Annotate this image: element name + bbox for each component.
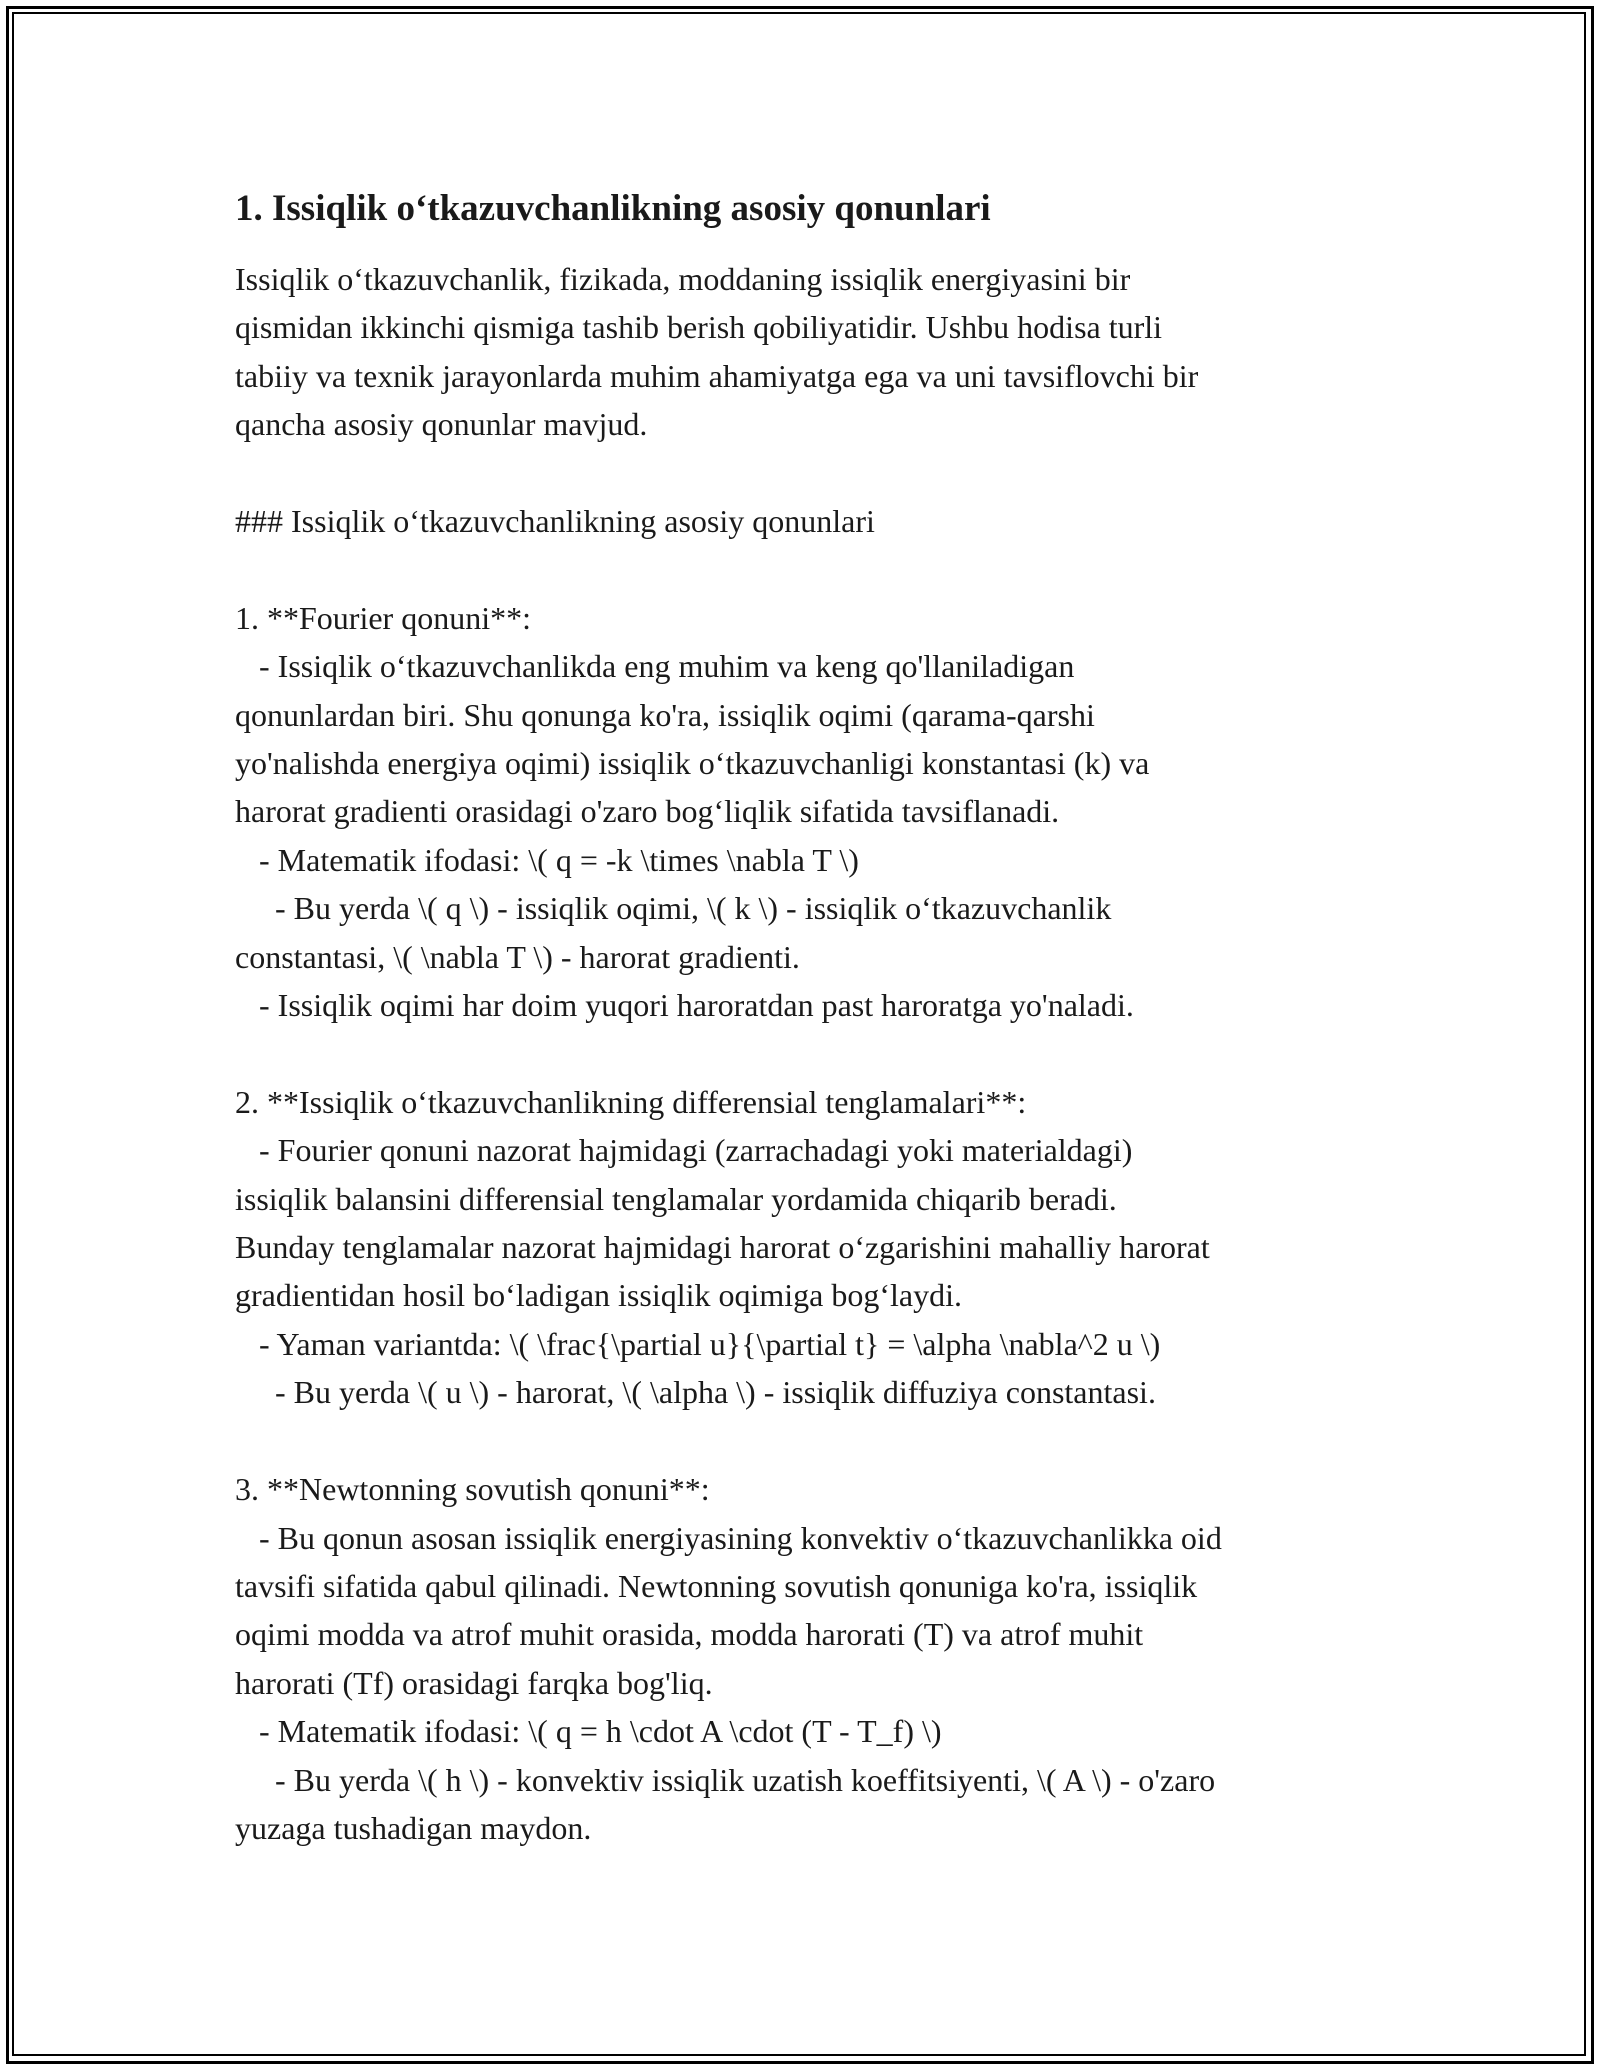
document-body xyxy=(235,255,1415,1852)
document-title: 1. Issiqlik o‘tkazuvchanlikning asosiy qonunlari xyxy=(235,188,991,229)
text-line: - Matematik ifodasi: \( q = -k \times \nabla T \) xyxy=(235,841,859,878)
text-line: - Issiqlik o‘tkazuvchanlikda eng muhim va keng qo'llaniladigan xyxy=(235,648,1075,685)
text-line: qancha asosiy qonunlar mavjud. xyxy=(235,406,648,443)
text-line: - Bu qonun asosan issiqlik energiyasining konvektiv o‘tkazuvchanlikka oid xyxy=(235,1519,1222,1556)
text-line: qismidan ikkinchi qismiga tashib berish qobiliyatidir. Ushbu hodisa turli xyxy=(235,309,1163,346)
blank-line xyxy=(235,449,1415,497)
text-line: - Issiqlik oqimi har doim yuqori haroratdan past haroratga yo'naladi. xyxy=(235,987,1134,1024)
text-line: yo'nalishda energiya oqimi) issiqlik o‘tkazuvchanligi konstantasi (k) va xyxy=(235,745,1150,782)
text-line: harorati (Tf) orasidagi farqka bog'liq. xyxy=(235,1664,713,1701)
text-line: Issiqlik o‘tkazuvchanlik, fizikada, moddaning issiqlik energiyasini bir xyxy=(235,261,1131,297)
text-line: - Bu yerda \( u \) - harorat, \( \alpha \) - issiqlik diffuziya constantasi. xyxy=(235,1374,1156,1411)
text-line: yuzaga tushadigan maydon. xyxy=(235,1809,592,1846)
document-page xyxy=(235,185,1415,1852)
text-line: qonunlardan biri. Shu qonunga ko'ra, issiqlik oqimi (qarama-qarshi xyxy=(235,696,1095,733)
text-line: constantasi, \( \nabla T \) - harorat gradienti. xyxy=(235,938,800,975)
text-line: Bunday tenglamalar nazorat hajmidagi harorat o‘zgarishini mahalliy harorat xyxy=(235,1229,1210,1266)
text-line: ### Issiqlik o‘tkazuvchanlikning asosiy qonunlari xyxy=(235,503,875,540)
text-line: tabiiy va texnik jarayonlarda muhim ahamiyatga ega va uni tavsiflovchi bir xyxy=(235,357,1199,394)
blank-line xyxy=(235,545,1415,593)
text-line: - Bu yerda \( h \) - konvektiv issiqlik uzatish koeffitsiyenti, \( A \) - o'zaro xyxy=(235,1761,1216,1798)
text-line: 3. **Newtonning sovutish qonuni**: xyxy=(235,1471,710,1508)
text-line: gradientidan hosil bo‘ladigan issiqlik oqimiga bog‘laydi. xyxy=(235,1277,962,1314)
text-line: oqimi modda va atrof muhit orasida, modda harorati (T) va atrof muhit xyxy=(235,1616,1144,1653)
text-line: - Fourier qonuni nazorat hajmidagi (zarrachadagi yoki materialdagi) xyxy=(235,1132,1133,1169)
text-line: issiqlik balansini differensial tenglamalar yordamida chiqarib beradi. xyxy=(235,1180,1117,1217)
text-line: 2. **Issiqlik o‘tkazuvchanlikning differensial tenglamalari**: xyxy=(235,1083,1027,1120)
text-line: - Matematik ifodasi: \( q = h \cdot A \cdot (T - T_f) \) xyxy=(235,1713,942,1750)
text-line: harorat gradienti orasidagi o'zaro bog‘liqlik sifatida tavsiflanadi. xyxy=(235,793,1060,830)
text-line: - Bu yerda \( q \) - issiqlik oqimi, \( k \) - issiqlik o‘tkazuvchanlik xyxy=(235,890,1112,927)
text-line: 1. **Fourier qonuni**: xyxy=(235,599,531,636)
blank-line xyxy=(235,1029,1415,1077)
text-line: - Yaman variantda: \( \frac{\partial u}{\partial t} = \alpha \nabla^2 u \) xyxy=(235,1325,1161,1362)
blank-line xyxy=(235,1417,1415,1465)
text-line: tavsifi sifatida qabul qilinadi. Newtonning sovutish qonuniga ko'ra, issiqlik xyxy=(235,1567,1198,1604)
